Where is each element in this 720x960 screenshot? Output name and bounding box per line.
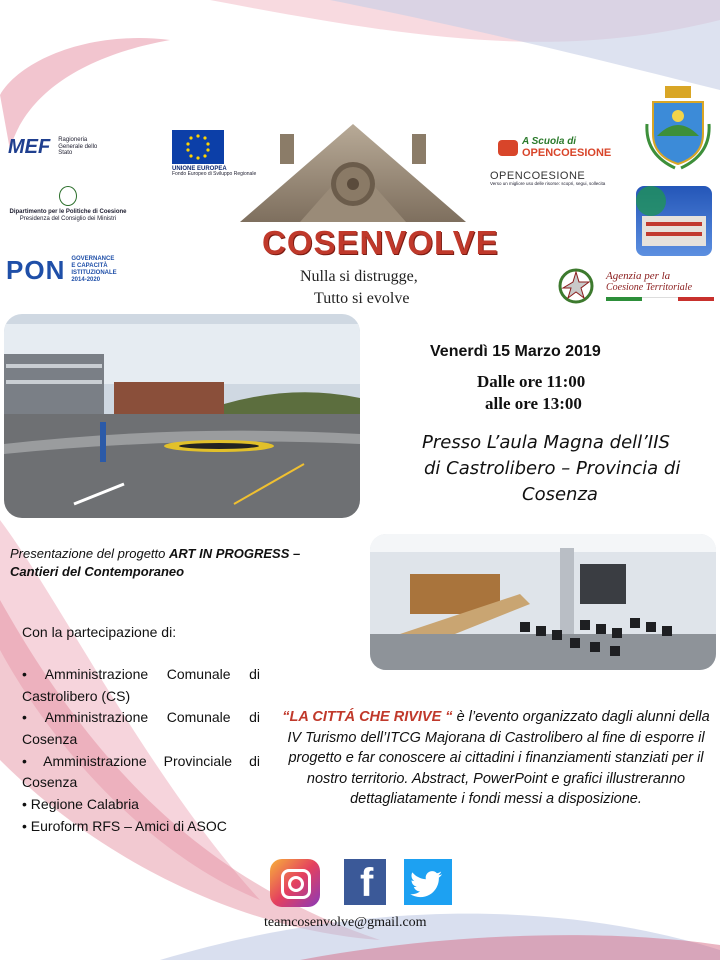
- pon-abbr: PON: [6, 254, 66, 285]
- brand-tagline-2: Tutto si evolve: [314, 290, 410, 307]
- presentation-text: [10, 545, 340, 581]
- mef-logo: [8, 132, 118, 162]
- event-place-3: Cosenza: [522, 484, 598, 505]
- pon-text3: ISTITUZIONALE: [71, 270, 117, 276]
- event-time-end: alle ore 13:00: [485, 394, 582, 413]
- eu-subtitle: Fondo Europeo di Sviluppo Regionale: [172, 171, 257, 177]
- opencoesione-logo: [490, 170, 630, 187]
- list-item: • Amministrazione Provinciale di Cosenza: [22, 752, 260, 791]
- event-description: [276, 707, 716, 810]
- brand-name: COSENVOLVE: [262, 224, 499, 261]
- dipartimento-line1: Dipartimento per le Politiche di Coesione: [9, 209, 127, 215]
- ascuola-logo: [498, 136, 611, 159]
- facebook-icon[interactable]: f: [344, 859, 386, 905]
- event-place-2: di Castrolibero – Provincia di: [424, 458, 681, 479]
- mef-abbr: MEF: [8, 135, 51, 158]
- school-badge-image: [636, 186, 712, 256]
- participation-list: [22, 664, 260, 838]
- participation-heading: Con la partecipazione di:: [22, 624, 177, 640]
- pon-logo: [6, 252, 146, 288]
- dipartimento-logo: [8, 186, 128, 222]
- contact-email[interactable]: teamcosenvolve@gmail.com: [264, 915, 427, 930]
- opencoesione-tagline: Verso un migliore uso delle risorse: scopri, segui, sollecita: [490, 181, 606, 186]
- emblem-icon: [59, 186, 77, 206]
- pon-text4: 2014-2020: [71, 276, 101, 283]
- roundabout-photo: [4, 314, 360, 518]
- event-name-quote: “LA CITTÁ CHE RIVIVE “: [282, 709, 453, 725]
- brand-tagline-1: Nulla si distrugge,: [300, 268, 418, 285]
- list-item: • Euroform RFS – Amici di ASOC: [22, 817, 227, 834]
- mef-text: Ragioneria Generale dello Stato: [58, 137, 98, 157]
- list-item: • Amministrazione Comunale di Cosenza: [22, 709, 260, 748]
- pon-text1: GOVERNANCE: [71, 256, 115, 263]
- opencoesione-name: OPENCOESIONE: [490, 170, 586, 182]
- project-title: ART IN PROGRESS – Cantieri del Contemporaneo: [10, 546, 301, 580]
- pon-text2: E CAPACITÀ: [71, 263, 108, 270]
- presentation-prefix: Presentazione del progetto: [10, 546, 169, 561]
- description-body: è l’evento organizzato dagli alunni della IV Turismo dell’ITCG Majorana di Castrolibero al fine di esporre il progetto e far conoscere ai cittadini i finanziamenti stanziati per il nostro territorio. Abstract, PowerPoint e grafici illustreranno dettagliatamente i fondi messi a disposizione.: [287, 709, 710, 808]
- agenzia-line2: Coesione Territoriale: [606, 282, 693, 293]
- coat-of-arms-icon: [645, 84, 711, 170]
- ascuola-icon: [498, 140, 518, 156]
- eu-flag-icon: [172, 130, 224, 164]
- agenzia-logo: [606, 270, 718, 301]
- event-time-start: Dalle ore 11:00: [477, 372, 586, 391]
- repubblica-emblem-icon: [556, 266, 596, 310]
- event-place-1: Presso L’aula Magna dell’IIS: [422, 432, 670, 453]
- ascuola-line2: OPENCOESIONE: [522, 147, 612, 159]
- list-item: • Amministrazione Comunale di Castrolibero (CS): [22, 666, 260, 704]
- aula-magna-photo: [370, 534, 716, 670]
- instagram-icon[interactable]: [270, 859, 320, 907]
- dipartimento-line2: Presidenza del Consiglio dei Ministri: [19, 215, 117, 222]
- agenzia-line1: Agenzia per la: [606, 270, 671, 282]
- flag-stripe: [606, 297, 714, 301]
- ascuola-line1: A Scuola di: [522, 136, 577, 147]
- event-date: Venerdì 15 Marzo 2019: [430, 343, 601, 360]
- twitter-icon[interactable]: [404, 859, 452, 905]
- eu-title: UNIONE EUROPEA: [172, 166, 227, 172]
- church-facade-image: [240, 122, 466, 224]
- list-item: • Regione Calabria: [22, 796, 139, 813]
